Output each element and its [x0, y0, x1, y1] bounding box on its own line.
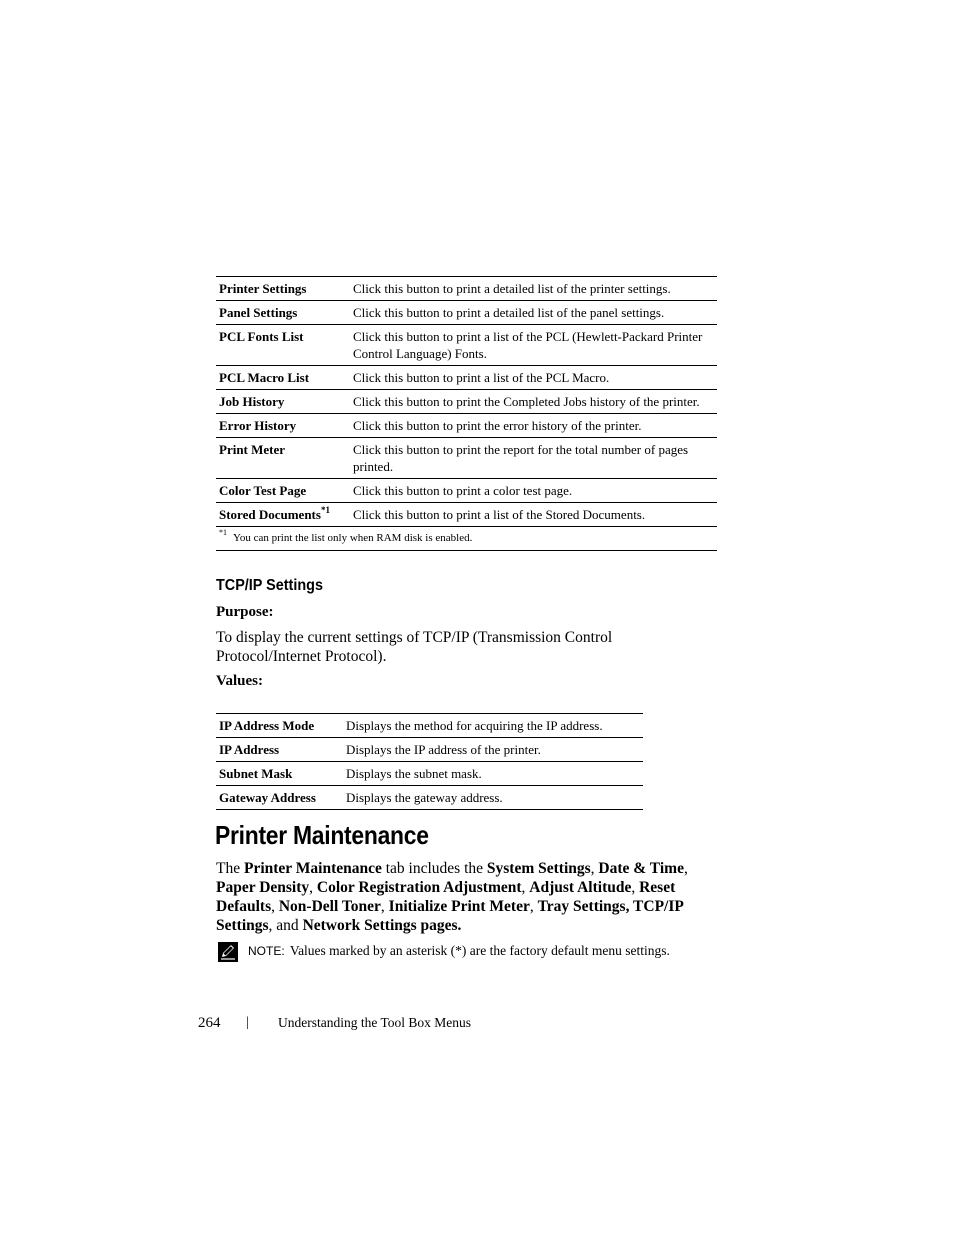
table-row	[216, 301, 717, 325]
row-key: Gateway Address	[216, 786, 343, 810]
row-key: IP Address	[216, 738, 343, 762]
row-value: Click this button to print a detailed list of the printer settings.	[350, 277, 717, 301]
row-value: Click this button to print the error history of the printer.	[350, 414, 717, 438]
table-row	[216, 762, 643, 786]
chapter-title: Understanding the Tool Box Menus	[278, 1015, 472, 1030]
report-buttons-table	[216, 276, 717, 551]
row-key: Stored Documents	[219, 507, 321, 522]
pencil-note-icon	[218, 942, 238, 962]
row-key: PCL Macro List	[216, 366, 350, 390]
row-value: Displays the gateway address.	[343, 786, 643, 810]
row-key: IP Address Mode	[216, 714, 343, 738]
paragraph-text: tab includes the	[381, 860, 487, 877]
footnote-text: You can print the list only when RAM disk is enabled.	[233, 532, 473, 544]
page-name: System Settings	[486, 860, 591, 877]
row-key: Print Meter	[216, 438, 350, 479]
footnote-row	[216, 527, 717, 551]
table-row	[216, 277, 717, 301]
row-value: Displays the method for acquiring the IP address.	[343, 714, 643, 738]
table-row	[216, 714, 643, 738]
footer-separator: |	[246, 1015, 249, 1030]
paragraph-text: , and	[268, 917, 303, 934]
row-value: Click this button to print the report for the total number of pages printed.	[350, 438, 717, 479]
section-heading: Printer Maintenance	[215, 820, 429, 850]
table-row	[216, 390, 717, 414]
page-name: Tray Settings, TCP/IP Settings	[216, 898, 683, 934]
section-title: TCP/IP Settings	[216, 577, 323, 594]
table-row	[216, 738, 643, 762]
row-value: Click this button to print a list of the PCL (Hewlett-Packard Printer Control Language) Fonts.	[350, 325, 717, 366]
row-key: Subnet Mask	[216, 762, 343, 786]
page-name: Color Registration Adjustment	[316, 879, 522, 896]
table-row	[216, 786, 643, 810]
tab-name: Printer Maintenance	[243, 860, 382, 877]
purpose-text: To display the current settings of TCP/IP (Transmission Control Protocol/Internet Protocol).	[216, 629, 613, 665]
note-text: Values marked by an asterisk (*) are the factory default menu settings.	[289, 943, 670, 959]
row-value: Click this button to print a color test page.	[350, 479, 717, 503]
page-name: Network Settings pages.	[302, 917, 462, 934]
page-name: Initialize Print Meter	[388, 898, 530, 915]
table-row	[216, 438, 717, 479]
row-key-cell	[216, 503, 350, 527]
footnote-mark: *1	[219, 528, 227, 538]
row-key: Color Test Page	[216, 479, 350, 503]
table-row	[216, 414, 717, 438]
row-value: Displays the subnet mask.	[343, 762, 643, 786]
row-key: PCL Fonts List	[216, 325, 350, 366]
footnote-marker: *1	[320, 504, 330, 515]
page-name: Reset Defaults	[216, 879, 676, 915]
note-label: NOTE:	[248, 944, 285, 959]
table-row	[216, 366, 717, 390]
row-value: Click this button to print a detailed list of the panel settings.	[350, 301, 717, 325]
page-name: Non-Dell Toner	[278, 898, 381, 915]
row-key: Job History	[216, 390, 350, 414]
row-key: Printer Settings	[216, 277, 350, 301]
purpose-label: Purpose:	[216, 604, 274, 620]
footnote	[216, 527, 717, 551]
row-value: Click this button to print a list of the Stored Documents.	[350, 503, 717, 527]
note	[218, 942, 718, 962]
table-row	[216, 503, 717, 527]
row-value: Displays the IP address of the printer.	[343, 738, 643, 762]
page-number: 264	[198, 1015, 221, 1031]
row-value: Click this button to print a list of the PCL Macro.	[350, 366, 717, 390]
tcpip-values-table	[216, 713, 643, 810]
page-name: Date & Time	[598, 860, 684, 877]
values-label: Values:	[216, 673, 263, 689]
row-key: Panel Settings	[216, 301, 350, 325]
maintenance-paragraph: The Printer Maintenance tab includes the System Settings, Date & Time, Paper Density, Color Registration Adjustment, Adjust Altitude, Reset Defaults, Non-Dell Toner, Initialize Print Meter, Tray Settings, TCP/IP Settings, and Network Settings pages.	[216, 860, 688, 934]
table-row	[216, 325, 717, 366]
row-key: Error History	[216, 414, 350, 438]
table-row	[216, 479, 717, 503]
page-name: Paper Density	[216, 879, 310, 896]
paragraph-text: The	[216, 860, 244, 877]
row-value: Click this button to print the Completed Jobs history of the printer.	[350, 390, 717, 414]
page-name: Adjust Altitude	[529, 879, 632, 896]
